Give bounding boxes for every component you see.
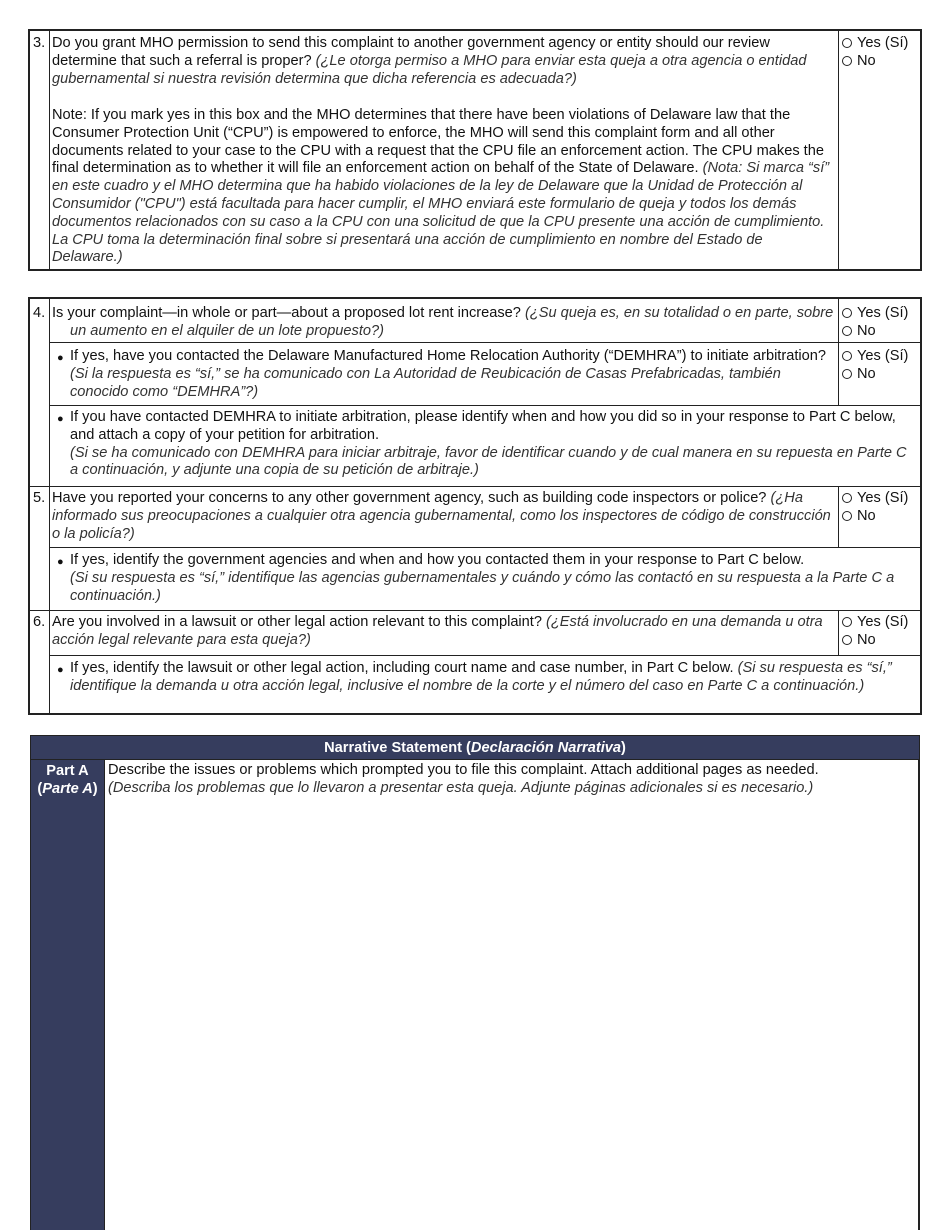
narrative-statement-header: Narrative Statement (Declaración Narrativa) <box>30 735 920 760</box>
part-a-instruction-spanish: (Describa los problemas que lo llevaron a presentar esta queja. Adjunte páginas adicionales si es necesario.) <box>108 779 814 796</box>
question-4-bullet-2: If you have contacted DEMHRA to initiate arbitration, please identify when and how you did so in your response to Part C below, and attach a copy of your petition for arbitration. (Si se ha comunicado con DEMHRA para iniciar arbitraje, favor de identificar cuando y de cual manera en su repuesta en Parte C a continuación, y adjunte una copia de su petición de arbitraje.) <box>70 409 907 479</box>
question-5-english: Have you reported your concerns to any other government agency, such as building code inspectors or police? <box>52 490 767 506</box>
yes-radio[interactable] <box>842 351 852 361</box>
note-english: Note: If you mark yes in this box and the MHO determines that there have been violations of Delaware law that the Consumer Protection Unit (“CPU”) is empowered to enforce, the MHO will send this complaint form and all other documents related to your case to the CPU with a request that the CPU file an enforcement action. The CPU makes the final determination as to whether it will file an enforcement action on behalf of the State of Delaware. <box>52 107 824 177</box>
no-option[interactable]: No <box>842 53 908 71</box>
yes-radio[interactable] <box>842 617 852 627</box>
question-5-text <box>52 490 836 543</box>
bullet-icon: ● <box>57 413 64 425</box>
no-radio[interactable] <box>842 369 852 379</box>
bullet-icon: ● <box>57 556 64 568</box>
question-3-text <box>52 35 836 88</box>
yes-radio[interactable] <box>842 493 852 503</box>
question-4-text <box>52 305 836 341</box>
question-6-bullet-1: If yes, identify the lawsuit or other legal action, including court name and case number, in Part C below. (Si su respuesta es “sí,” identifique la demanda u otra acción legal, inclusive el nombre de la corte y el número del caso en Parte C a continuación.) <box>70 660 892 694</box>
question-3-english: Do you grant MHO permission to send this complaint to another government agency or entity should our review determine that such a referral is proper? <box>52 35 770 69</box>
yes-option[interactable]: Yes (Sí) <box>842 490 908 508</box>
question-number: 4. <box>33 305 46 321</box>
question-6-english: Are you involved in a lawsuit or other legal action relevant to this complaint? <box>52 614 542 630</box>
questions-4-6-section <box>28 297 922 715</box>
part-a-instruction: Describe the issues or problems which prompted you to file this complaint. Attach additional pages as needed. <box>108 762 819 778</box>
no-radio[interactable] <box>842 326 852 336</box>
question-3-spanish: (¿Le otorga permiso a MHO para enviar esta queja a otra agencia o entidad gubernamental si nuestra revisión determina que dicha referencia es adecuada?) <box>52 52 807 87</box>
question-4-bullet-1-options <box>842 348 908 384</box>
question-6-options <box>842 614 908 650</box>
question-5-bullet-1: If yes, identify the government agencies and when and how you contacted them in your response to Part C below. (Si su respuesta es “sí,” identifique las agencias gubernamentales y cuándo y cómo las contactó en su respuesta a la Parte C a continuación.) <box>70 552 895 604</box>
question-5-options <box>842 490 908 526</box>
note-spanish: (Nota: Si marca “sí” en este cuadro y el MHO determina que ha habido violaciones de la ley de Delaware que la Unidad de Protección al Consumidor ("CPU") está facultada para hacer cumplir, el MHO enviará este formulario de queja y todos los demás documentos relacionados con su caso a la CPU con una solicitud de que la CPU presente una acción de cumplimiento. La CPU toma la determinación final sobre si presentará una acción de cumplimiento en nombre del Estado de Delaware.) <box>52 160 830 266</box>
question-6-spanish: (¿Está involucrado en una demanda u otra acción legal relevante para esta queja?) <box>52 614 823 648</box>
yes-radio[interactable] <box>842 38 852 48</box>
question-number: 3. <box>33 35 46 51</box>
part-a-narrative-field[interactable] <box>105 760 920 1230</box>
no-option[interactable]: No <box>842 366 908 384</box>
yes-option[interactable]: Yes (Sí) <box>842 305 908 323</box>
yes-option[interactable]: Yes (Sí) <box>842 614 908 632</box>
question-number: 6. <box>33 614 46 630</box>
no-radio[interactable] <box>842 511 852 521</box>
no-option[interactable]: No <box>842 508 908 526</box>
no-option[interactable]: No <box>842 323 908 341</box>
question-number: 5. <box>33 490 46 506</box>
question-4-spanish: (¿Su queja es, en su totalidad o en parte, sobre un aumento en el alquiler de un lote propuesto?) <box>70 305 834 339</box>
bullet-icon: ● <box>57 664 64 676</box>
part-a-label: Part A (Parte A) <box>30 760 105 1230</box>
question-4-english: Is your complaint—in whole or part—about a proposed lot rent increase? <box>52 305 521 321</box>
bullet-icon: ● <box>57 352 64 364</box>
no-option[interactable]: No <box>842 632 908 650</box>
question-5-spanish: (¿Ha informado sus preocupaciones a cualquier otra agencia gubernamental, como los inspectores de código de construcción o la policía?) <box>52 490 831 542</box>
question-4-bullet-1: If yes, have you contacted the Delaware Manufactured Home Relocation Authority (“DEMHRA”) to initiate arbitration? (Si la respuesta es “sí,” se ha comunicado con La Autoridad de Reubicación de Casas Prefabricadas, también conocido como “DEMHRA”?) <box>70 348 826 400</box>
question-3-section <box>28 29 922 271</box>
question-4-options <box>842 305 908 341</box>
question-3-note <box>52 107 836 267</box>
question-6-text <box>52 614 836 650</box>
yes-radio[interactable] <box>842 308 852 318</box>
yes-option[interactable]: Yes (Sí) <box>842 348 908 366</box>
yes-option[interactable]: Yes (Sí) <box>842 35 908 53</box>
no-radio[interactable] <box>842 635 852 645</box>
question-3-options <box>842 35 908 71</box>
no-radio[interactable] <box>842 56 852 66</box>
